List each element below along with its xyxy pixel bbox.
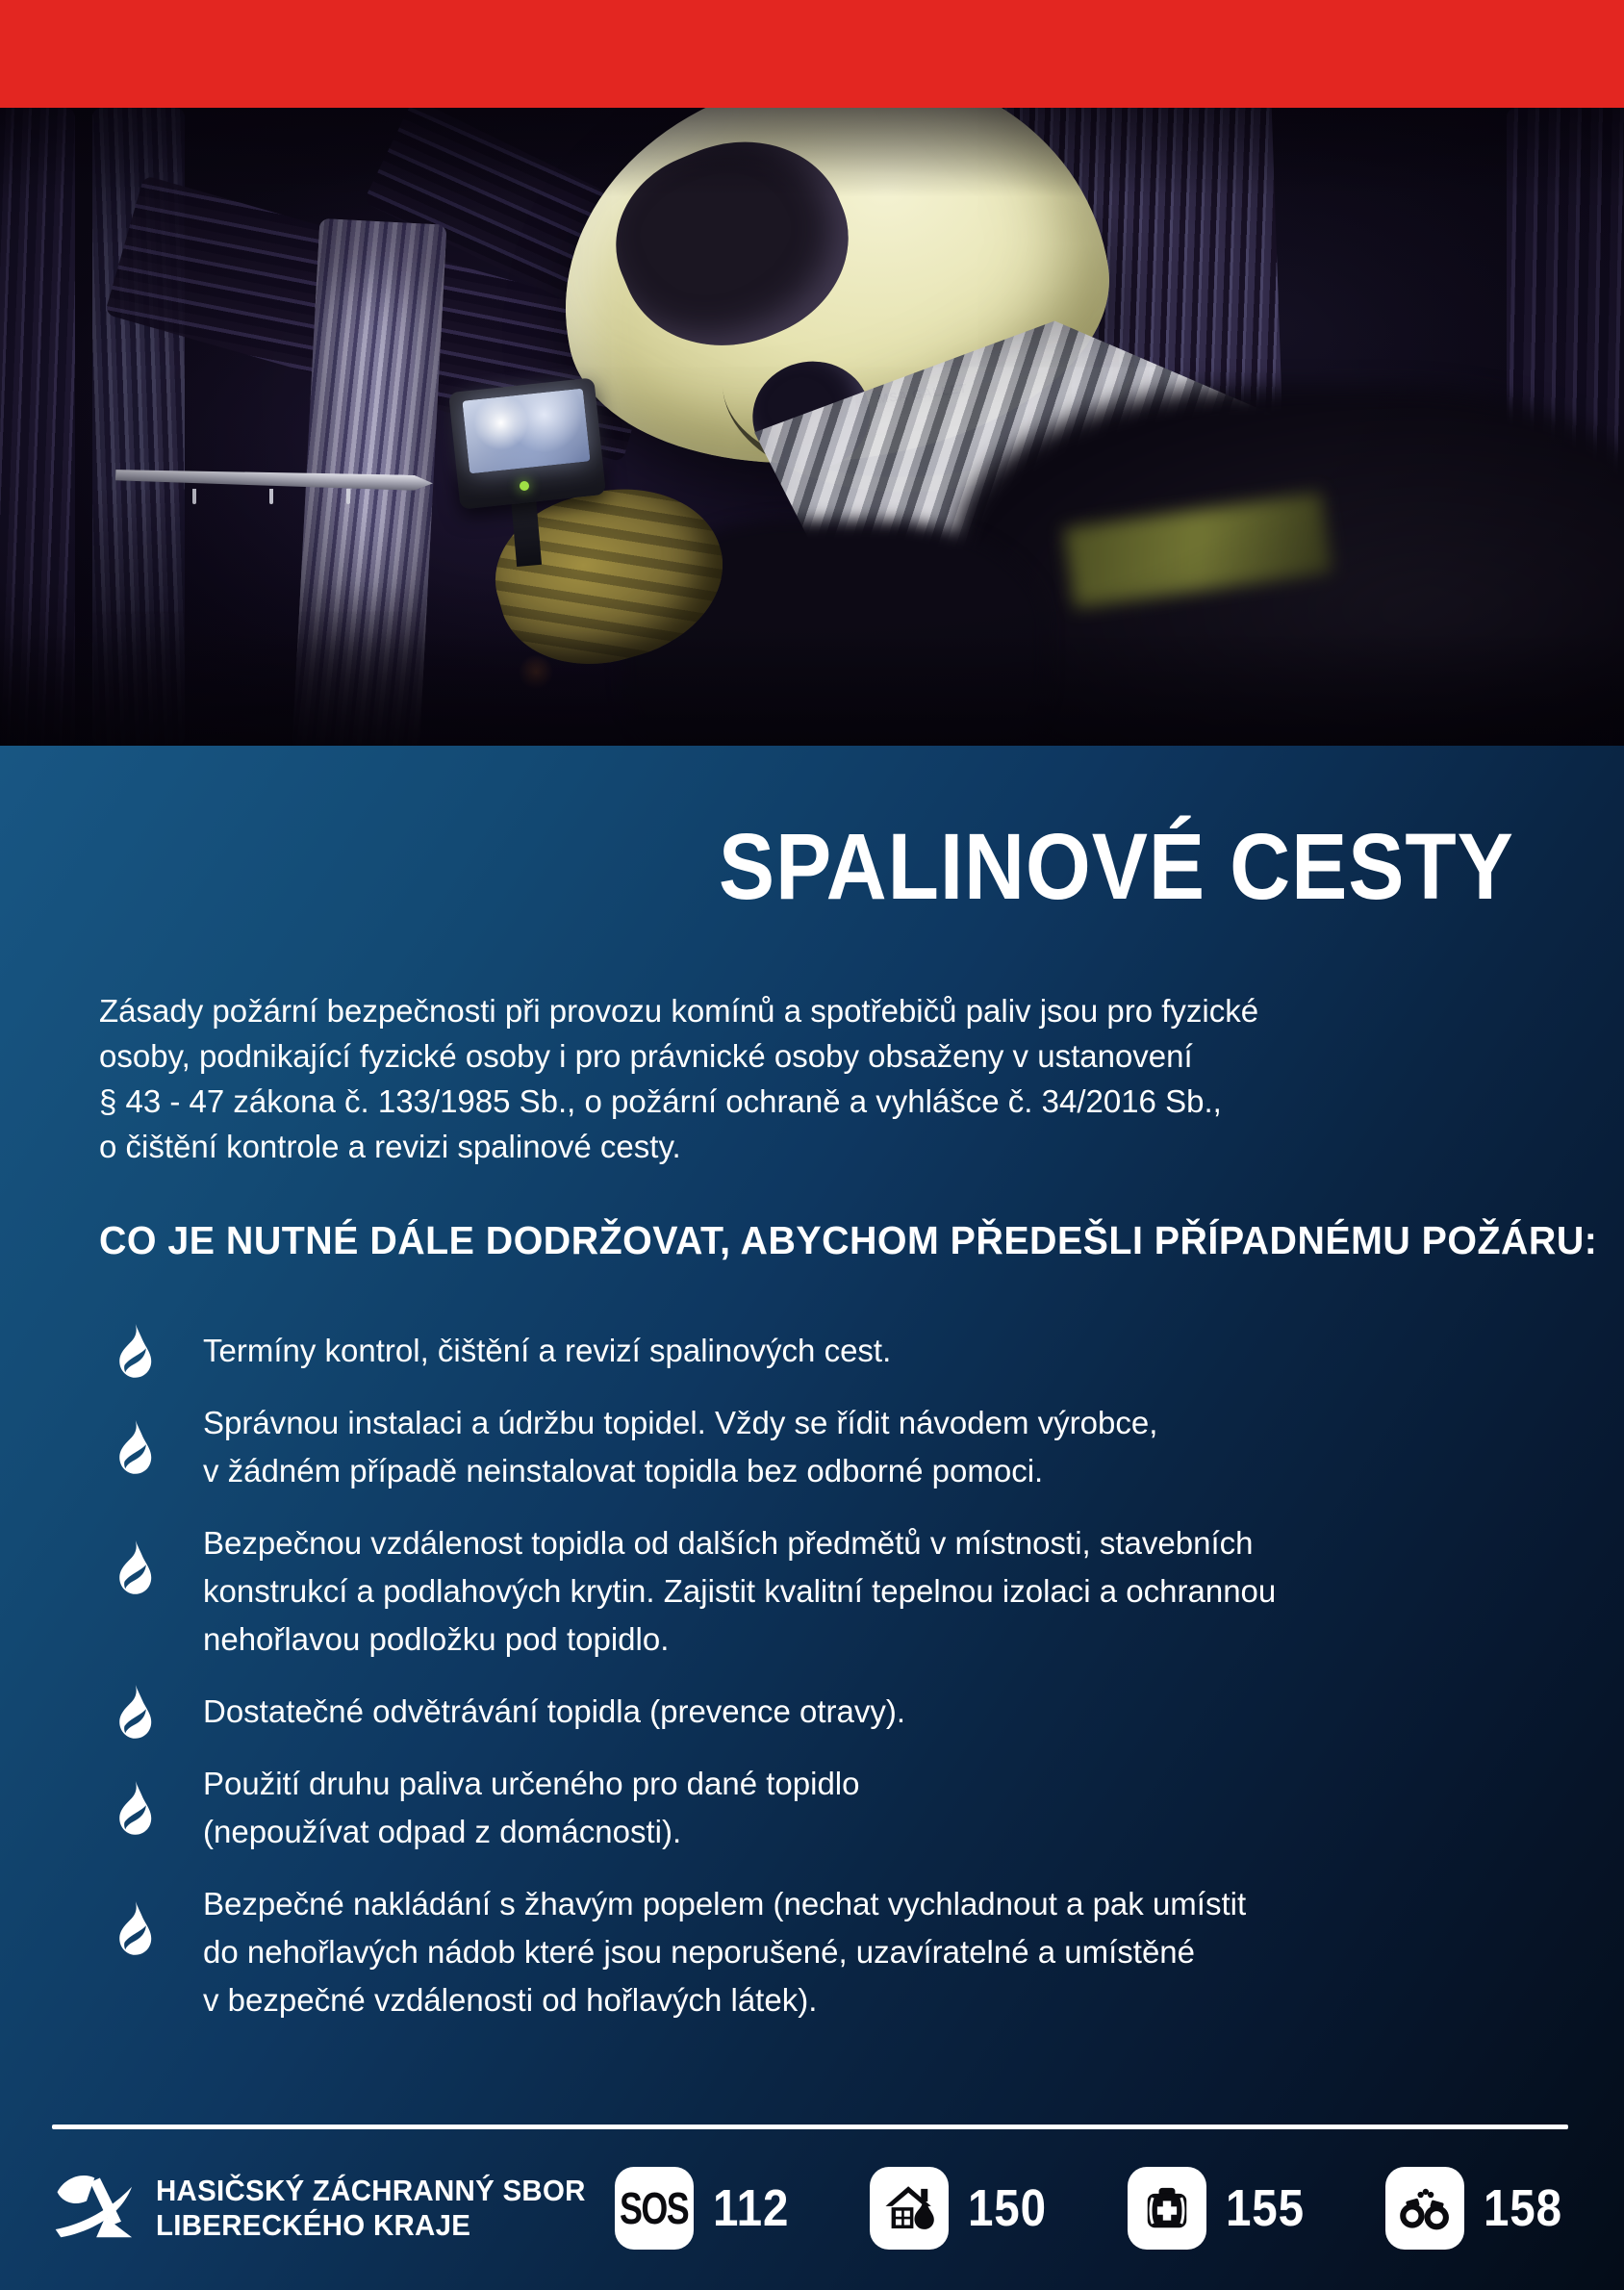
emergency-150 [870,2167,1057,2250]
text-line: osoby, podnikající fyzické osoby i pro právnické osoby obsaženy v ustanovení [99,1038,1193,1074]
first-aid-kit-icon [1128,2167,1206,2250]
list-item-text [203,1688,905,1736]
flame-bullet-icon [114,1760,156,1856]
camera-led [520,481,529,491]
intro-paragraph [99,988,1258,1169]
flame-bullet-icon [114,1688,156,1736]
text-line: Zásady požární bezpečnosti při provozu komínů a spotřebičů paliv jsou pro fyzické [99,993,1259,1029]
list-item-text [203,1399,1157,1495]
house-fire-icon [870,2167,949,2250]
list-item-text [203,1880,1246,2024]
flame-bullet-icon [114,1880,156,1976]
emergency-number: 158 [1483,2179,1562,2237]
list-item [99,1399,1547,1495]
org-name-line1: HASIČSKÝ ZÁCHRANNÝ SBOR [156,2174,586,2207]
text-line: Termíny kontrol, čištění a revizí spalinových cest. [203,1333,892,1368]
emergency-number: 112 [712,2179,789,2237]
footer [52,2162,1573,2254]
text-line: (nepoužívat odpad z domácnosti). [203,1814,682,1849]
flame-bullet-icon [114,1519,156,1616]
hero-photo [0,108,1624,746]
list-item [99,1688,1547,1736]
emergency-numbers [615,2167,1573,2250]
safety-rules-list [99,1327,1547,2024]
handcuffs-icon [1385,2167,1464,2250]
sos-badge-icon [615,2167,694,2250]
top-red-bar [0,0,1624,108]
metal-hook [192,489,196,504]
org-name-line2: LIBERECKÉHO KRAJE [156,2208,471,2242]
text-line: nehořlavou podložku pod topidlo. [203,1621,670,1657]
fire-axe-logo-icon [52,2169,144,2249]
list-item [99,1327,1547,1375]
org-name [156,2174,586,2243]
text-line: konstrukcí a podlahových krytin. Zajistit kvalitní tepelnou izolaci a ochrannou [203,1573,1277,1609]
flame-bullet-icon [114,1327,156,1375]
list-item [99,1880,1547,2024]
metal-hook [346,489,350,504]
info-panel [0,746,1624,2290]
text-line: Bezpečnou vzdálenost topidla od dalších předmětů v místnosti, stavebních [203,1525,1254,1561]
text-line: v žádném případě neinstalovat topidla bez odborné pomoci. [203,1453,1044,1488]
emergency-112 [615,2167,799,2250]
metal-hook [269,489,273,504]
emergency-number: 155 [1225,2179,1305,2237]
text-line: Bezpečné nakládání s žhavým popelem (nechat vychladnout a pak umístit [203,1886,1247,1921]
emergency-158 [1385,2167,1573,2250]
org-logo-group [52,2169,608,2249]
list-heading: CO JE NUTNÉ DÁLE DODRŽOVAT, ABYCHOM PŘEDEŠLI PŘÍPADNÉMU POŽÁRU: [99,1218,1598,1262]
text-line: Použití druhu paliva určeného pro dané topidlo [203,1766,860,1801]
emergency-number: 150 [967,2179,1047,2237]
emergency-155 [1128,2167,1315,2250]
list-item-text [203,1519,1276,1664]
camera-handle [511,496,542,567]
list-item [99,1519,1547,1664]
list-item-text [203,1327,891,1375]
footer-divider [52,2125,1568,2129]
text-line: v bezpečné vzdálenosti od hořlavých látek). [203,1982,818,2018]
text-line: Správnou instalaci a údržbu topidel. Vždy se řídit návodem výrobce, [203,1405,1158,1440]
sos-badge-text: SOS [619,2183,689,2233]
page-title: SPALINOVÉ CESTY [719,814,1514,919]
list-item-text [203,1760,859,1856]
text-line: § 43 - 47 zákona č. 133/1985 Sb., o požární ochraně a vyhlášce č. 34/2016 Sb., [99,1083,1222,1119]
list-item [99,1760,1547,1856]
text-line: do nehořlavých nádob které jsou neporušené, uzavíratelné a umístěné [203,1934,1196,1970]
text-line: o čištění kontrole a revizi spalinové cesty. [99,1129,681,1164]
text-line: Dostatečné odvětrávání topidla (prevence otravy). [203,1693,906,1729]
flame-bullet-icon [114,1399,156,1495]
camera-screen [462,389,590,474]
